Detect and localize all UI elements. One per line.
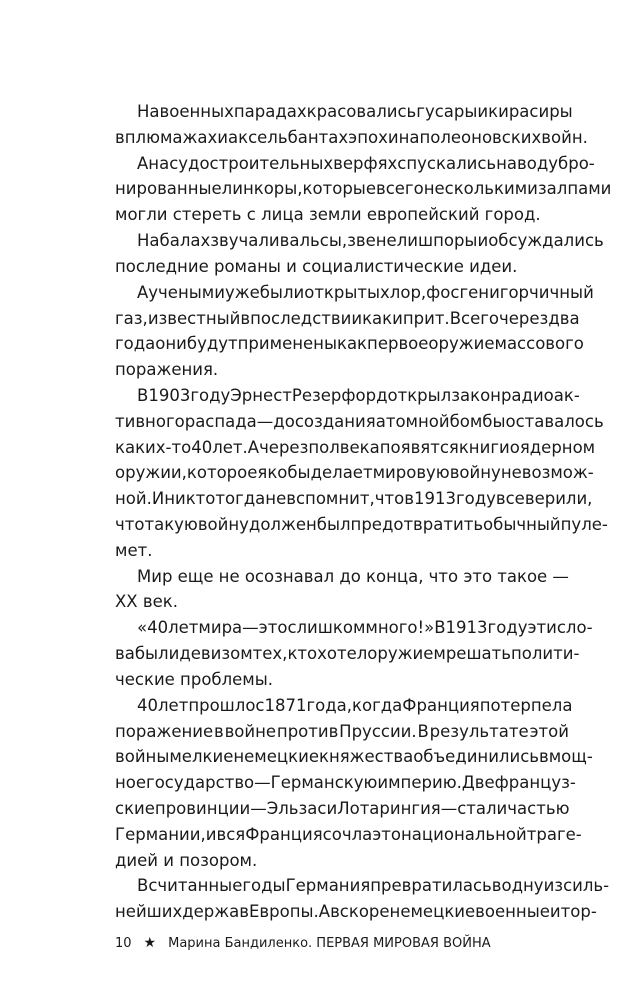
text-line: ские провинции — Эльзас и Лотарингия — стали частью bbox=[115, 798, 570, 818]
text-line: в плюмажах и аксельбантах эпохи наполеоновских войн. bbox=[115, 127, 588, 147]
body-text bbox=[115, 99, 612, 925]
text-line: последние романы и социалистические идеи. bbox=[115, 256, 518, 276]
running-title: Марина Бандиленко. ПЕРВАЯ МИРОВАЯ ВОЙНА bbox=[168, 935, 491, 951]
text-line: могли стереть с лица земли европейский город. bbox=[115, 205, 541, 225]
text-line: дией и позором. bbox=[115, 850, 258, 870]
text-line: ческие проблемы. bbox=[115, 669, 274, 689]
text-line: «40 лет мира — это слишком много!» В 1913 году эти сло- bbox=[137, 618, 593, 638]
text-line: нейших держав Европы. А вскоре немецкие военные и тор- bbox=[115, 902, 597, 922]
text-line: А на судостроительных верфях спускались на воду бро- bbox=[137, 153, 595, 173]
text-line: 40 лет прошло с 1871 года, когда Франция потерпела bbox=[137, 695, 573, 715]
text-line: тивного распада — до создания атомной бомбы оставалось bbox=[115, 411, 604, 431]
text-line: нированные линкоры, которые всего несколькими залпами bbox=[115, 179, 612, 199]
text-line: поражение в войне против Пруссии. В результате этой bbox=[115, 721, 569, 741]
text-line: каких-то 40 лет. А через полвека появятся книги о ядерном bbox=[115, 437, 596, 457]
text-line: На военных парадах красовались гусары и кирасиры bbox=[137, 102, 573, 121]
page-footer bbox=[115, 935, 491, 951]
text-line: что такую войну должен был предотвратить обычный пуле- bbox=[115, 515, 608, 534]
page-number: 10 bbox=[115, 935, 132, 951]
star-icon: ★ bbox=[143, 935, 157, 951]
text-line: оружии, которое якобы делает мировую войну невозмож- bbox=[115, 463, 594, 483]
text-line: Мир еще не осознавал до конца, что это такое — bbox=[137, 566, 569, 586]
text-line: Германии, и вся Франция сочла это национальной траге- bbox=[115, 824, 582, 844]
text-line: ва были девизом тех, кто хотел оружием решать полити- bbox=[115, 644, 580, 664]
text-line: ной. И никто тогда не вспомнит, что в 1913 году все верили, bbox=[115, 489, 593, 509]
text-line: В 1903 году Эрнест Резерфорд открыл закон радиоак- bbox=[137, 385, 580, 405]
text-line: войны мелкие немецкие княжества объединились в мощ- bbox=[115, 747, 593, 767]
text-line: ное государство — Германскую империю. Две француз- bbox=[115, 773, 576, 793]
text-line: мет. bbox=[115, 540, 153, 560]
text-line: А учеными уже были открыты хлор, фосген и горчичный bbox=[137, 282, 594, 302]
text-line: XX век. bbox=[115, 592, 178, 612]
text-line: года они будут применены как первое оружие массового bbox=[115, 334, 584, 354]
text-line: газ, известный впоследствии как иприт. Всего через два bbox=[115, 308, 580, 328]
text-line: В считанные годы Германия превратилась в одну из силь- bbox=[137, 876, 610, 896]
text-line: поражения. bbox=[115, 360, 219, 380]
text-line: На балах звучали вальсы, звенели шпоры и обсуждались bbox=[137, 231, 604, 251]
